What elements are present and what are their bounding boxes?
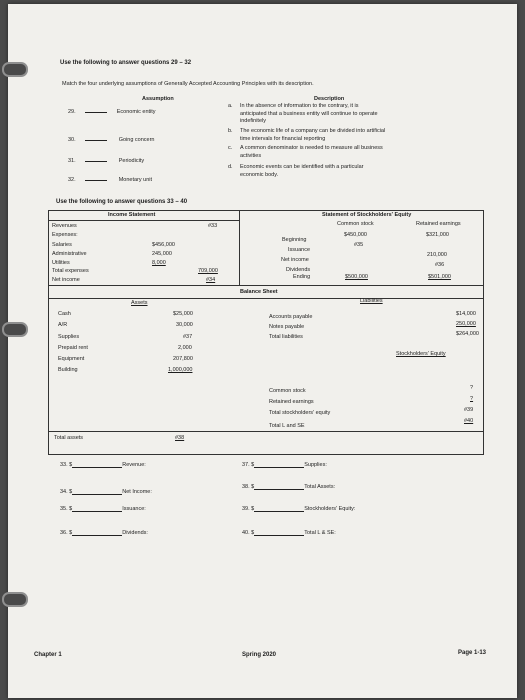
equity-value: ? [470,396,474,402]
asset-value: 2,000 [178,345,192,351]
liability-label: Total liabilities [269,334,303,340]
description-d [228,164,364,179]
equity-value: #39 [464,407,474,413]
instruction: Match the four underlying assumptions of Generally Accepted Accounting Principles with its description. [62,81,314,87]
answer-blank[interactable] [85,106,107,113]
answer-line[interactable] [254,528,304,536]
soe-col-retained-earnings: Retained earnings [416,221,461,227]
description-letter: d. [228,164,233,170]
liability-value: $264,000 [456,331,479,337]
total-assets-label: Total assets [54,435,84,441]
item-number: 29. [68,109,76,115]
answer-number: 33. $ [60,462,73,468]
equity-label: Total stockholders' equity [269,410,331,416]
footer-chapter: Chapter 1 [34,652,62,658]
soe-row-label: Dividends [286,267,311,273]
answer-number: 37. $ [242,462,255,468]
liabilities-label: Liabilities [360,298,383,304]
asset-label: Prepaid rent [58,345,88,351]
asset-value: 30,000 [176,322,193,328]
answer-line[interactable] [254,504,304,512]
divider [48,285,484,286]
assumption-name: Going concern [118,137,155,143]
answer-row [242,482,335,490]
description-line: economic body. [240,171,279,178]
description-b [228,128,385,143]
answer-row [242,460,327,468]
assumption-item [68,134,155,143]
description-line: Economic events can be identified with a particular [240,164,364,170]
soe-cell: $321,000 [426,232,449,238]
assumption-name: Monetary unit [118,177,153,183]
assumption-name: Economic entity [116,109,156,115]
description-line: activities [240,152,262,159]
item-number: 31. [68,158,76,164]
soe-row-label: Issuance [288,247,311,253]
divider [48,298,484,299]
divider [239,210,240,285]
asset-label: A/R [58,322,68,328]
soe-col-common-stock: Common stock [337,221,374,227]
binder-ring [2,322,28,337]
income-statement-title: Income Statement [108,212,156,218]
description-a [228,103,378,126]
liability-value: 250,000 [456,321,476,327]
answer-row [60,504,146,512]
description-c [228,145,383,160]
answer-number: 35. $ [60,506,73,512]
assumption-name: Periodicity [118,158,145,164]
answer-line[interactable] [72,487,122,495]
answer-row [242,528,336,536]
soe-cell: $450,000 [344,232,367,238]
equity-value: #40 [464,418,474,424]
answer-line[interactable] [72,504,122,512]
statements-frame [48,210,484,455]
equity-label: Common stock [269,388,306,394]
assumption-header: Assumption [142,96,174,102]
net-income-label: Net income [52,277,80,283]
expense-value: 245,000 [152,251,172,257]
asset-label: Cash [58,311,71,317]
binder-ring [2,62,28,77]
item-number: 30. [68,137,76,143]
soe-cell: $501,000 [428,274,451,280]
liability-label: Notes payable [269,324,305,330]
answer-number: 38. $ [242,484,255,490]
liability-label: Accounts payable [269,314,313,320]
liability-value: $14,000 [456,311,476,317]
description-letter: c. [228,145,233,151]
asset-label: Equipment [58,356,85,362]
item-number: 32. [68,177,76,183]
divider [48,431,484,432]
heading-33-40: Use the following to answer questions 33 – 40 [56,199,188,205]
answer-label: Net Income: [122,489,152,495]
description-line: time intervals for financial reporting [240,135,326,142]
expense-label: Administrative [52,251,87,257]
total-expenses-value: 709,000 [198,268,218,274]
assets-label: Assets [131,300,148,306]
worksheet-page [8,4,517,698]
description-line: In the absence of information to the contrary, it is [240,103,359,109]
soe-row-label: Ending [293,274,311,280]
revenues-value: #33 [208,223,218,229]
total-assets-value: #38 [175,435,185,441]
answer-blank[interactable] [85,134,107,141]
answer-label: Total Assets: [304,484,336,490]
assumption-item [68,155,144,164]
answer-line[interactable] [72,528,122,536]
expenses-label: Expenses: [52,232,78,238]
assumption-item [68,174,152,183]
expense-label: Utilities [52,260,70,266]
answer-line[interactable] [254,460,304,468]
binder-ring [2,592,28,607]
stockholders-equity-label: Stockholders' Equity [396,351,446,357]
asset-label: Supplies [58,334,80,340]
answer-row [242,504,355,512]
description-letter: b. [228,128,233,134]
asset-value: 207,800 [173,356,193,362]
soe-title: Statement of Stockholders' Equity [322,212,412,218]
answer-label: Revenue: [122,462,146,468]
balance-sheet-title: Balance Sheet [240,289,278,295]
answer-number: 40. $ [242,530,255,536]
total-expenses-label: Total expenses [52,268,89,274]
soe-cell: 210,000 [427,252,447,258]
answer-label: Total L & SE: [304,530,336,536]
footer-term: Spring 2020 [242,652,277,658]
equity-label: Retained earnings [269,399,314,405]
description-header: Description [314,96,345,102]
soe-cell: $500,000 [345,274,368,280]
answer-label: Supplies: [304,462,327,468]
asset-value: $25,000 [173,311,193,317]
answer-number: 39. $ [242,506,255,512]
description-line: The economic life of a company can be divided into artificial [240,128,386,134]
description-line: anticipated that a business entity will continue to operate [240,110,378,117]
asset-label: Building [58,367,78,373]
asset-value: #37 [183,334,193,340]
equity-label: Total L and SE [269,423,305,429]
answer-row [60,487,152,495]
soe-cell: #35 [354,242,364,248]
soe-row-label: Net income [281,257,309,263]
description-line: indefinitely [240,118,266,124]
asset-value: 1,000,000 [168,367,193,373]
answer-number: 36. $ [60,530,73,536]
divider [48,220,239,221]
expense-value: 8,000 [152,260,166,266]
description-letter: a. [228,103,233,109]
answer-blank[interactable] [85,174,107,181]
soe-cell: #36 [435,262,445,268]
answer-number: 34. $ [60,489,73,495]
expense-label: Salaries [52,242,72,248]
answer-label: Stockholders' Equity: [304,506,356,512]
expense-value: $456,000 [152,242,175,248]
net-income-value: #34 [206,277,216,283]
equity-value: ? [470,385,474,391]
answer-blank[interactable] [85,155,107,162]
answer-label: Issuance: [122,506,146,512]
answer-label: Dividends: [122,530,148,536]
revenues-label: Revenues [52,223,77,229]
footer-page: Page 1-13 [458,650,487,656]
answer-line[interactable] [72,460,122,468]
description-line: A common denominator is needed to measure all business [240,145,383,151]
answer-row [60,460,146,468]
soe-row-label: Beginning [282,237,307,243]
heading-29-32: Use the following to answer questions 29 – 32 [60,60,192,66]
answer-row [60,528,148,536]
assumption-item [68,106,187,115]
answer-line[interactable] [254,482,304,490]
